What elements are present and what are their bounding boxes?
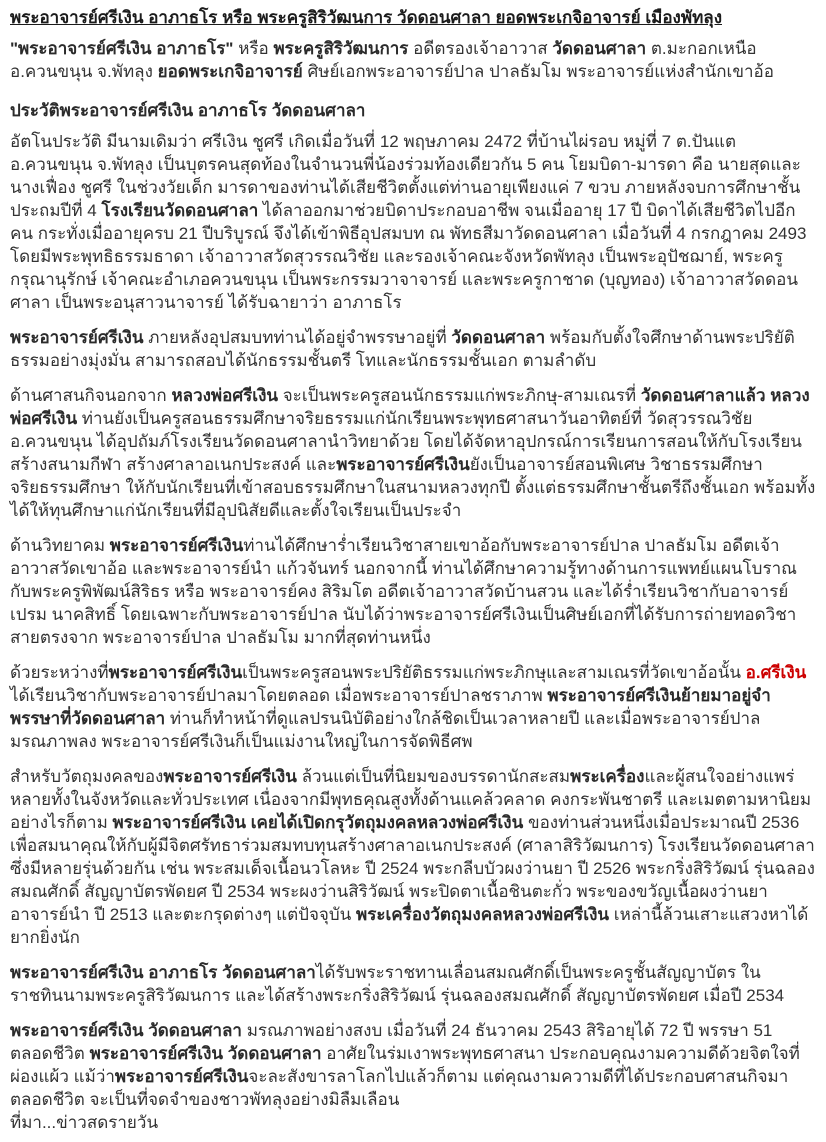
text-segment: อัตโนประวัติ มีนามเดิมว่า ศรีเงิน ชูศรี เกิดเมื่อวันที่ 12 พฤษภาคม 2472 ที่บ้านไผ่รอบ หมู่ที่ 7 ต.ปันแต อ.ควนขนุน จ.พัทลุง เป็นบุตรคนสุดท้องในจำนวนพี่น้องร่วมท้องเดียวกัน 5 คน โยมบิดา-มารดา คือ นายสุดและนางเฟื่อง ชูศรี ในช่วงวัยเด็ก มารดาของท่านได้เสียชีวิตตั้งแต่ท่านอายุเพียงแค่ 7 ขวบ ภายหลังจบการศึกษาชั้นประถมปีที่ 4: [10, 132, 801, 220]
text-segment: "พระอาจารย์ศรีเงิน อาภาธโร": [10, 39, 234, 58]
text-segment: จะเป็นพระครูสอนนักธรรมแก่พระภิกษุ-สามเณรที่: [278, 386, 641, 405]
text-segment: ได้เรียนวิชากับพระอาจารย์ปาลมาโดยตลอด เมื่อพระอาจารย์ปาลชราภาพ: [10, 686, 548, 705]
text-segment: พระอาจารย์ศรีเงิน วัดดอนศาลา: [10, 1021, 242, 1040]
text-segment: ของท่านส่วนหนึ่งเมื่อประมาณปี 2536 เพื่อสมนาคุณให้กับผู้มีจิตศรัทธาร่วมสมทบทุนสร้างศาลาอเนกประสงค์ (ศาลาสิริวัฒนการ) โรงเรียนวัดดอนศาลา ซึ่งมีหลายรุ่นด้วยกัน เช่น พระสมเด็จเนื้อนวโลหะ ปี 2524 พระกลีบบัวผงว่านยา ปี 2526 พระกริ่งสิริวัฒน์ รุ่นฉลองสมณศักดิ์ สัญญาบัตรพัดยศ ปี 2534 พระผงว่านสิริวัฒน์ พระปิดตาเนื้อชินตะกั่ว พระของขวัญเนื้อผงว่านยาอาจารย์นำ ปี 2513 และตะกรุดต่างๆ แต่ปัจจุบัน: [10, 813, 815, 924]
text-segment: ต.มะกอกเหนือ อ.ควนขนุน จ.พัทลุง: [10, 39, 757, 81]
text-segment: ศิษย์เอกพระอาจารย์ปาล ปาลธัมโม พระอาจารย์แห่งสำนักเขาอ้อ: [302, 62, 774, 81]
article-body: [10, 37, 816, 1134]
paragraph: [10, 765, 816, 949]
text-segment: ยอดพระเกจิอาจารย์: [157, 62, 303, 81]
text-segment: พระอาจารย์ศรีเงิน วัดดอนศาลา: [89, 1044, 322, 1063]
section-heading: [10, 99, 816, 122]
text-segment: หรือ: [233, 39, 274, 58]
text-segment: พระอาจารย์ศรีเงิน เคยได้เปิดกรุวัตถุมงคลหลวงพ่อศรีเงิน: [112, 813, 524, 832]
text-segment: พระอาจารย์ศรีเงิน: [114, 1067, 249, 1086]
text-segment: ท่านได้ศึกษาร่ำเรียนวิชาสายเขาอ้อกับพระอาจารย์ปาล ปาลธัมโม อดีตเจ้าอาวาสวัดเขาอ้อ และพระอาจารย์นำ แก้วจันทร์ นอกจากนี้ ท่านได้ศึกษาความรู้ทางด้านการแพทย์แผนโบราณกับพระครูพิพัฒน์สิริธร หรือ พระอาจารย์คง สิริมโต อดีตเจ้าอาวาสวัดบ้านสวน และได้ร่ำเรียนวิชากับอาจารย์เปรม นาคสิทธิ์ โดยเฉพาะกับพระอาจารย์ปาล นับได้ว่าพระอาจารย์ศรีเงินเป็นศิษย์เอกที่ได้รับการถ่ายทอดวิชาสายตรงจาก พระอาจารย์ปาล ปาลธัมโม มากที่สุดท่านหนึ่ง: [10, 536, 797, 647]
text-segment: ล้วนแต่เป็นที่นิยมของบรรดานักสะสม: [296, 767, 571, 786]
text-segment: พระอาจารย์ศรีเงิน: [336, 455, 470, 474]
article-headline: พระอาจารย์ศรีเงิน อาภาธโร หรือ พระครูสิริวัฒนการ วัดดอนศาลา ยอดพระเกจิอาจารย์ เมืองพัทลุง: [10, 8, 722, 27]
text-segment: พระอาจารย์ศรีเงิน: [10, 328, 144, 347]
text-segment: มรณภาพอย่างสงบ เมื่อวันที่ 24 ธันวาคม 2543 สิริอายุได้ 72 ปี พรรษา 51: [241, 1021, 773, 1040]
text-segment: และผู้สนใจอย่างแพร่หลายทั้งในจังหวัดและทั่วประเทศ เนื่องจากมีพุทธคุณสูงทั้งด้านแคล้วคลาด คงกระพันชาตรี และเมตตามหานิยม อย่างไรก็ตาม: [10, 767, 812, 832]
paragraph: [10, 534, 816, 649]
text-segment: พระอาจารย์ศรีเงิน อาภาธโร วัดดอนศาลา: [10, 963, 316, 982]
paragraph: [10, 326, 816, 372]
paragraph: [10, 37, 816, 83]
paragraph: [10, 130, 816, 314]
text-segment: พระอาจารย์ศรีเงินย้ายมาอยู่จำพรรษาที่วัดดอนศาลา: [10, 686, 771, 728]
text-segment: วัดดอนศาลา: [552, 39, 647, 58]
text-segment: ภายหลังอุปสมบทท่านได้อยู่จำพรรษาอยู่ที่: [143, 328, 452, 347]
text-segment: ด้านศาสนกิจนอกจาก: [10, 386, 172, 405]
text-segment: อดีตรองเจ้าอาวาส: [408, 39, 553, 58]
text-segment: พระเครื่องวัตถุมงคลหลวงพ่อศรีเงิน: [356, 905, 610, 924]
text-segment: พระครูสิริวัฒนการ: [273, 39, 409, 58]
text-segment: พร้อมกับตั้งใจศึกษาด้านพระปริยัติธรรมอย่างมุ่งมั่น สามารถสอบได้นักธรรมชั้นตรี โทและนักธรรมชั้นเอก ตามลำดับ: [10, 328, 795, 370]
text-segment: พระอาจารย์ศรีเงิน: [163, 767, 297, 786]
text-segment: อาศัยในร่มเงาพระพุทธศาสนา ประกอบคุณงามความดีด้วยจิตใจที่ผ่องแผ้ว แม้ว่า: [10, 1044, 800, 1086]
paragraph: [10, 961, 816, 1007]
text-segment: เหล่านี้ล้วนเสาะแสวงหาได้ยากยิ่งนัก: [10, 905, 809, 947]
text-segment: ท่านยังเป็นครูสอนธรรมศึกษาจริยธรรมแก่นักเรียนพระพุทธศาสนาวันอาทิตย์ที่ วัดสุวรรณวิชัย อ.ควนขนุน ได้อุปถัมภ์โรงเรียนวัดดอนศาลานำวิทยาด้วย โดยได้จัดหาอุปกรณ์การเรียนการสอนให้กับโรงเรียน สร้างสนามกีฬา สร้างศาลาอเนกประสงค์ และ: [10, 409, 802, 474]
text-segment: ได้ลาออกมาช่วยบิดาประกอบอาชีพ จนเมื่ออายุ 17 ปี บิดาได้เสียชีวิตไปอีกคน กระทั่งเมื่ออายุครบ 21 ปีบริบูรณ์ จึงได้เข้าพิธีอุปสมบท ณ พัทธสีมาวัดดอนศาลา เมื่อวันที่ 4 กรกฎาคม 2493 โดยมีพระพุทธิธรรมธาดา เจ้าอาวาสวัดสุวรรณวิชัย และรองเจ้าคณะจังหวัดพัทลุง เป็นพระอุปัชฌาย์, พระครูกรุณานุรักษ์ เจ้าคณะอำเภอควนขนุน เป็นพระกรรมวาจาจารย์ และพระครูกาชาด (บุญทอง) เจ้าอาวาสวัดดอนศาลา เป็นพระอนุสาวนาจารย์ ได้รับฉายาว่า อาภาธโร: [10, 201, 807, 312]
text-segment: สำหรับวัตถุมงคลของ: [10, 767, 164, 786]
text-segment: พระเครื่อง: [570, 767, 645, 786]
text-segment: จะละสังขารลาโลกไปแล้วก็ตาม แต่คุณงามความดีที่ได้ประกอบศาสนกิจมาตลอดชีวิต จะเป็นที่จดจำของชาวพัทลุงอย่างมิลืมเลือน: [10, 1067, 789, 1109]
text-segment: ยังเป็นอาจารย์สอนพิเศษ วิชาธรรมศึกษา จริยธรรมศึกษา ให้กับนักเรียนที่เข้าสอบธรรมศึกษาในสนามหลวงทุกปี ตั้งแต่ธรรมศึกษาชั้นตรีถึงชั้นเอก พร้อมทั้งได้ให้ทุนศึกษาแก่นักเรียนที่มีอุปนิสัยดีและตั้งใจเรียนเป็นประจำ: [10, 455, 816, 520]
text-segment: วัดดอนศาลา: [451, 328, 546, 347]
text-segment: พระอาจารย์ศรีเงิน: [108, 663, 243, 682]
text-segment: ประวัติพระอาจารย์ศรีเงิน อาภาธโร วัดดอนศาลา: [10, 101, 366, 120]
text-segment: ตลอดชีวิต: [10, 1044, 90, 1063]
text-segment: พระอาจารย์ศรีเงิน: [109, 536, 244, 555]
text-segment: ได้รับพระราชทานเลื่อนสมณศักดิ์เป็นพระครูชั้นสัญญาบัตร ในราชทินนามพระครูสิริวัฒนการ และได้สร้างพระกริ่งสิริวัฒน์ รุ่นฉลองสมณศักดิ์ สัญญาบัตรพัดยศ เมื่อปี 2534: [10, 963, 785, 1005]
text-segment: เป็นพระครูสอนพระปริยัติธรรมแก่พระภิกษุและสามเณรที่วัดเขาอ้อนั้น: [242, 663, 746, 682]
text-segment: วัดดอนศาลาแล้ว หลวงพ่อศรีเงิน: [10, 386, 810, 428]
text-segment: หลวงพ่อศรีเงิน: [171, 386, 278, 405]
paragraph: [10, 1019, 816, 1134]
text-segment: ด้วยระหว่างที่: [10, 663, 109, 682]
red-highlight: อ.ศรีเงิน: [745, 663, 807, 682]
text-segment: ด้านวิทยาคม: [10, 536, 110, 555]
text-segment: ท่านก็ทำหน้าที่ดูแลปรนนิบัติอย่างใกล้ชิดเป็นเวลาหลายปี และเมื่อพระอาจารย์ปาลมรณภาพลง พระอาจารย์ศรีเงินก็เป็นแม่งานใหญ่ในการจัดพิธีศพ: [10, 709, 761, 751]
text-segment: โรงเรียนวัดดอนศาลา: [101, 201, 259, 220]
paragraph: [10, 384, 816, 522]
paragraph: [10, 661, 816, 753]
text-segment: ที่มา...ข่าวสดรายวัน: [10, 1113, 159, 1132]
